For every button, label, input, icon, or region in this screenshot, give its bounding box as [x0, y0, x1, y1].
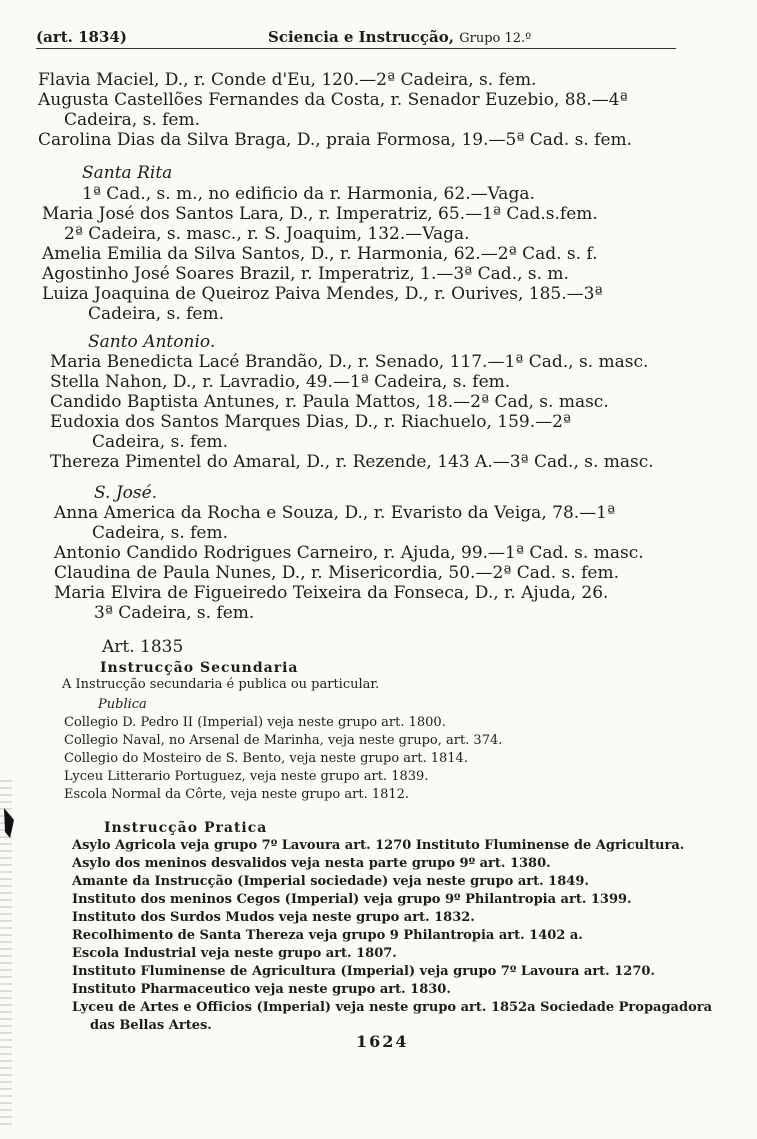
entry-line: Maria José dos Santos Lara, D., r. Imperatriz, 65.—1ª Cad.s.fem. — [42, 204, 598, 224]
article-heading: Art. 1835 — [102, 637, 184, 657]
entry-line: Anna America da Rocha e Souza, D., r. Evaristo da Veiga, 78.—1ª — [54, 503, 616, 523]
entry-line-continuation: Cadeira, s. fem. — [92, 523, 228, 543]
header-section-title — [268, 28, 531, 46]
parish-heading: S. José. — [94, 483, 158, 503]
entry-line: Carolina Dias da Silva Braga, D., praia Formosa, 19.—5ª Cad. s. fem. — [38, 130, 633, 150]
entry-line-continuation: Cadeira, s. fem. — [88, 304, 224, 324]
entry-line: Maria Benedicta Lacé Brandão, D., r. Senado, 117.—1ª Cad., s. masc. — [50, 352, 649, 372]
entry-line-continuation: Cadeira, s. fem. — [64, 110, 200, 130]
entry-line: Flavia Maciel, D., r. Conde d'Eu, 120.—2ª Cadeira, s. fem. — [38, 70, 537, 90]
entry-line: Eudoxia dos Santos Marques Dias, D., r. Riachuelo, 159.—2ª — [50, 412, 572, 432]
section-heading: Instrucção Secundaria — [100, 660, 299, 676]
section-heading: Instrucção Pratica — [104, 820, 268, 836]
entry-line-continuation: Cadeira, s. fem. — [92, 432, 228, 452]
entry-line: Amelia Emilia da Silva Santos, D., r. Harmonia, 62.—2ª Cad. s. f. — [42, 244, 598, 264]
running-header — [36, 26, 676, 49]
reference-line: Asylo dos meninos desvalidos veja nesta parte grupo 9º art. 1380. — [72, 856, 551, 871]
entry-line: 1ª Cad., s. m., no edificio da r. Harmonia, 62.—Vaga. — [82, 184, 535, 204]
reference-line: Collegio Naval, no Arsenal de Marinha, veja neste grupo, art. 374. — [64, 733, 503, 748]
entry-line: Stella Nahon, D., r. Lavradio, 49.—1ª Cadeira, s. fem. — [50, 372, 511, 392]
reference-line: Escola Normal da Côrte, veja neste grupo art. 1812. — [64, 787, 410, 802]
parish-heading: Santa Rita — [82, 163, 173, 183]
reference-line: Instituto Pharmaceutico veja neste grupo art. 1830. — [72, 982, 451, 997]
header-section-name: Sciencia e Instrucção, — [268, 28, 454, 46]
reference-line: Instituto Fluminense de Agricultura (Imperial) veja grupo 7º Lavoura art. 1270. — [72, 964, 655, 979]
entry-line: Thereza Pimentel do Amaral, D., r. Rezende, 143 A.—3ª Cad., s. masc. — [50, 452, 654, 472]
entry-line: Claudina de Paula Nunes, D., r. Misericordia, 50.—2ª Cad. s. fem. — [54, 563, 619, 583]
reference-line: Lyceu de Artes e Officios (Imperial) veja neste grupo art. 1852a Sociedade Propagadora — [72, 1000, 713, 1015]
entry-line: Maria Elvira de Figueiredo Teixeira da Fonseca, D., r. Ajuda, 26. — [54, 583, 609, 603]
reference-line: Lyceu Litterario Portuguez, veja neste grupo art. 1839. — [64, 769, 429, 784]
reference-line: Instituto dos meninos Cegos (Imperial) veja grupo 9º Philantropia art. 1399. — [72, 892, 632, 907]
subsection-heading: Publica — [98, 697, 147, 712]
reference-line-continuation: das Bellas Artes. — [90, 1018, 212, 1033]
reference-line: Recolhimento de Santa Thereza veja grupo 9 Philantropia art. 1402 a. — [72, 928, 583, 943]
entry-line: Luiza Joaquina de Queiroz Paiva Mendes, D., r. Ourives, 185.—3ª — [42, 284, 603, 304]
body-line: A Instrucção secundaria é publica ou particular. — [62, 677, 380, 692]
reference-line: Amante da Instrucção (Imperial sociedade) veja neste grupo art. 1849. — [72, 874, 589, 889]
reference-line: Collegio D. Pedro II (Imperial) veja neste grupo art. 1800. — [64, 715, 446, 730]
page-number: 1624 — [356, 1032, 409, 1051]
parish-heading: Santo Antonio. — [88, 332, 216, 352]
reference-line: Asylo Agricola veja grupo 7º Lavoura art. 1270 Instituto Fluminense de Agricultura. — [72, 838, 685, 853]
header-group: Grupo 12.º — [459, 31, 532, 46]
entry-line: 2ª Cadeira, s. masc., r. S. Joaquim, 132.—Vaga. — [64, 224, 470, 244]
reference-line: Instituto dos Surdos Mudos veja neste grupo art. 1832. — [72, 910, 475, 925]
reference-line: Escola Industrial veja neste grupo art. 1807. — [72, 946, 397, 961]
entry-line: Agostinho José Soares Brazil, r. Imperatriz, 1.—3ª Cad., s. m. — [42, 264, 569, 284]
header-article-ref: (art. 1834) — [36, 28, 127, 46]
entry-line: Antonio Candido Rodrigues Carneiro, r. Ajuda, 99.—1ª Cad. s. masc. — [54, 543, 644, 563]
reference-line: Collegio do Mosteiro de S. Bento, veja neste grupo art. 1814. — [64, 751, 468, 766]
entry-line: Augusta Castellões Fernandes da Costa, r. Senador Euzebio, 88.—4ª — [38, 90, 628, 110]
entry-line-continuation: 3ª Cadeira, s. fem. — [94, 603, 255, 623]
entry-line: Candido Baptista Antunes, r. Paula Mattos, 18.—2ª Cad, s. masc. — [50, 392, 609, 412]
